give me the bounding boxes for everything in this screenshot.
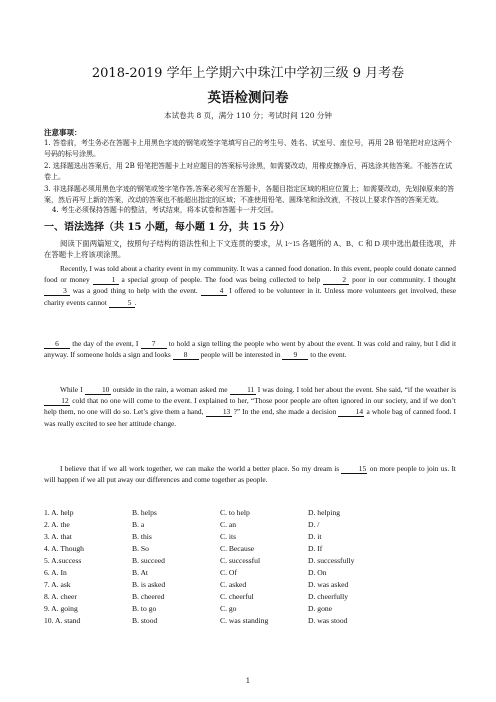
passage-text: .	[134, 297, 137, 307]
blank-7: 7	[141, 339, 167, 349]
exam-subject: 英语检测问卷	[207, 90, 289, 106]
passage-text: was a good thing to help with the event.	[72, 286, 198, 296]
passage-paragraph-2	[44, 338, 456, 360]
option-b: B. a	[132, 520, 145, 529]
passage-text: I was doing. I told her about the event. She said, “if the weather is	[257, 385, 456, 394]
note-item: 3. 非选择题必须用黑色字迹的钢笔或签字笔作答,答案必须写在答题卡，各题目指定区域的相应位置上；如需要改动，先划掉原来的答案，然后再写上新的答案，改动的答案也不能超出指定的区域；不准使用铅笔、圆珠笔和涂改液，不按以上要求作答的答案无效。	[44, 185, 455, 204]
option-a: 3. A. that	[44, 532, 72, 541]
blank-14: 14	[338, 407, 364, 417]
option-d: D. If	[308, 544, 323, 553]
option-a: 9. A. going	[44, 604, 78, 613]
options-table	[44, 508, 456, 628]
option-b: B. to go	[132, 604, 157, 613]
exam-title: 2018-2019 学年上学期六中珠江中学初三级 9 月考卷	[91, 66, 405, 81]
passage-text: outside in the rain, a woman asked me	[112, 385, 228, 394]
blank-11: 11	[230, 385, 256, 395]
option-c: C. asked	[220, 580, 247, 589]
blank-12: 12	[44, 396, 70, 406]
option-d: D. gone	[308, 604, 333, 613]
passage-text: to the event.	[310, 350, 347, 360]
passage-text: a whole bag of canned food. I was really excited to see her attitude change.	[44, 407, 456, 428]
option-row	[44, 568, 456, 580]
passage-text: cold that no one will come to the event. I explained to her, “Those poor people are often ignored in our society, and if we don’t help them, no one will do so. Let’s give them a hand,	[44, 396, 456, 417]
option-row	[44, 532, 456, 544]
section-heading: 一、语法选择（共 15 小题，每小题 1 分，共 15 分）	[44, 222, 290, 233]
option-c: C. its	[220, 532, 237, 541]
option-row	[44, 508, 456, 520]
passage-text: I offered to be volunteer in it. Unless more volunteers get involved, these charity events cannot	[44, 286, 456, 307]
passage-text: Recently, I was told about a charity event in my community. It was a canned food donation. In this event, people could donate canned food or money	[44, 264, 456, 285]
passage-text: people will be interested in	[200, 350, 281, 360]
option-c: C. was standing	[220, 616, 269, 625]
blank-9: 9	[282, 350, 308, 360]
option-row	[44, 520, 456, 532]
blank-2: 2	[323, 275, 349, 285]
option-a: 10. A. stand	[44, 616, 81, 625]
option-row	[44, 556, 456, 568]
option-c: C. go	[220, 604, 237, 613]
blank-5: 5	[109, 298, 135, 308]
blank-13: 13	[206, 407, 232, 417]
option-d: D. /	[308, 520, 320, 529]
option-d: D. was asked	[308, 580, 349, 589]
passage-text: poor in our community. I thought	[352, 275, 456, 285]
option-b: B. helps	[132, 508, 157, 517]
option-c: C. an	[220, 520, 237, 529]
option-row	[44, 544, 456, 556]
option-row	[44, 580, 456, 592]
passage-text: to hold a sign telling the people who went by about the event. It was cold and rainy, but I did it anyway. If someone holds a sign and looks	[44, 339, 457, 360]
option-b: B. this	[132, 532, 152, 541]
option-b: B. succeed	[132, 556, 165, 565]
option-row	[44, 592, 456, 604]
passage-paragraph-3	[44, 384, 456, 429]
notes-heading: 注意事项：	[44, 128, 82, 137]
option-d: D. cheerfully	[308, 592, 349, 601]
blank-15: 15	[341, 464, 367, 474]
passage-text: While I	[60, 385, 83, 394]
option-d: D. helping	[308, 508, 341, 517]
option-b: B. is asked	[132, 580, 166, 589]
section-instruction: 阅读下面两篇短文，按照句子结构的语法性和上下文连贯的要求，从 1~15 各题所的 A、B、C 和 D 项中选出最佳选项，并在答题卡上将该项涂黑。	[44, 239, 456, 260]
option-row	[44, 616, 456, 628]
option-b: B. At	[132, 568, 149, 577]
option-c: C. cheerful	[220, 592, 254, 601]
option-c: C. Because	[220, 544, 255, 553]
option-d: D. it	[308, 532, 322, 541]
passage-paragraph-4	[44, 463, 456, 485]
exam-info: 本试卷共 8 页，满分 110 分；考试时间 120 分钟	[164, 111, 332, 120]
passage-text: the day of the event, I	[72, 339, 139, 348]
option-d: D. successfully	[308, 556, 355, 565]
option-b: B. stood	[132, 616, 158, 625]
note-item: 4. 考生必须保持答题卡的整洁，考试结束，将本试卷和答题卡一并交回。	[52, 206, 278, 214]
option-d: D. was stood	[308, 616, 348, 625]
option-b: B. So	[132, 544, 149, 553]
option-a: 2. A. the	[44, 520, 70, 529]
blank-4: 4	[201, 286, 227, 296]
blank-1: 1	[93, 275, 119, 285]
option-a: 8. A. cheer	[44, 592, 77, 601]
option-a: 5. A.success	[44, 556, 82, 565]
blank-6: 6	[44, 339, 70, 349]
note-item: 1. 答卷前，考生务必在答题卡上用黑色字迹的钢笔或签字笔填写自己的考生号、姓名、试室号、座位号，再用 2B 铅笔把对应这两个号码的标号涂黑。	[44, 139, 452, 158]
option-a: 4. A. Though	[44, 544, 84, 553]
option-c: C. Of	[220, 568, 237, 577]
option-a: 7. A. ask	[44, 580, 71, 589]
option-a: 1. A. help	[44, 508, 74, 517]
blank-10: 10	[85, 385, 111, 395]
page-number: 1	[245, 677, 251, 685]
option-c: C. successful	[220, 556, 261, 565]
option-row	[44, 604, 456, 616]
passage-text: ?” In the end, she made a decision	[233, 407, 337, 417]
note-item: 2. 选择题选出答案后，用 2B 铅笔把答题卡上对应题目的答案标号涂黑，如需要改动，用橡皮擦净后，再选涂其他答案。不能答在试卷上。	[44, 162, 452, 181]
passage-text: on more people to join us. It will happen if we all put away our differences and come together as people.	[44, 464, 456, 485]
option-d: D. On	[308, 568, 327, 577]
blank-3: 3	[44, 286, 70, 296]
passage-text: I believe that if we all work together, we can make the world a better place. So my dream is	[60, 464, 340, 473]
passage-paragraph-1	[44, 263, 456, 308]
option-a: 6. A. In	[44, 568, 67, 577]
passage-text: a special group of people. The food was being collected to help	[121, 275, 321, 285]
option-c: C. to help	[220, 508, 250, 517]
option-b: B. cheered	[132, 592, 165, 601]
blank-8: 8	[173, 350, 199, 360]
